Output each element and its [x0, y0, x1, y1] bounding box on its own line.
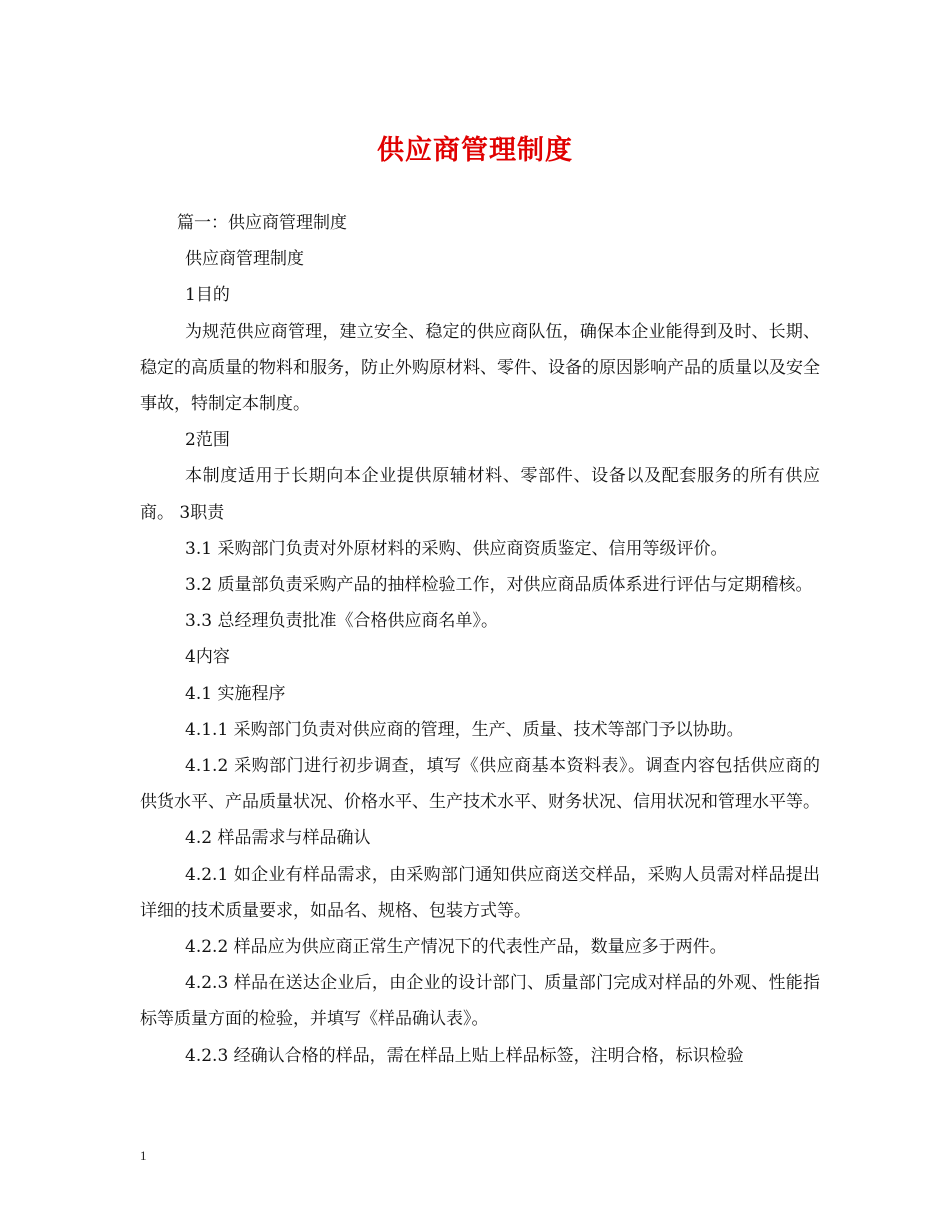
paragraph: 供应商管理制度 — [185, 249, 304, 270]
paragraph: 本制度适用于长期向本企业提供原辅材料、零部件、设备以及配套服务的所有供应商。 3职责 — [140, 466, 820, 523]
paragraph: 4.1.2 采购部门进行初步调查，填写《供应商基本资料表》。调查内容包括供应商的供货水平、产品质量状况、价格水平、生产技术水平、财务状况、信用状况和管理水平等。 — [140, 756, 820, 813]
paragraph: 4.2.1 如企业有样品需求，由采购部门通知供应商送交样品，采购人员需对样品提出详细的技术质量要求，如品名、规格、包装方式等。 — [140, 864, 820, 921]
paragraph: 4内容 — [185, 647, 230, 668]
paragraph: 3.3 总经理负责批准《合格供应商名单》。 — [185, 611, 498, 632]
paragraph: 4.2.2 样品应为供应商正常生产情况下的代表性产品，数量应多于两件。 — [185, 937, 727, 958]
paragraph: 4.1 实施程序 — [185, 683, 286, 704]
paragraph: 篇一：供应商管理制度 — [177, 213, 347, 233]
document-body — [140, 205, 820, 1074]
paragraph: 4.2 样品需求与样品确认 — [185, 828, 371, 849]
paragraph: 1目的 — [185, 285, 230, 306]
paragraph: 4.1.1 采购部门负责对供应商的管理，生产、质量、技术等部门予以协助。 — [185, 719, 744, 740]
document-title: 供应商管理制度 — [377, 135, 573, 166]
paragraph: 为规范供应商管理，建立安全、稳定的供应商队伍，确保本企业能得到及时、长期、稳定的高质量的物料和服务，防止外购原材料、零件、设备的原因影响产品的质量以及安全事故，特制定本制度。 — [140, 321, 820, 415]
paragraph: 4.2.3 样品在送达企业后，由企业的设计部门、质量部门完成对样品的外观、性能指标等质量方面的检验，并填写《样品确认表》。 — [140, 973, 820, 1030]
page-number: 1 — [140, 1148, 147, 1163]
paragraph: 3.2 质量部负责采购产品的抽样检验工作，对供应商品质体系进行评估与定期稽核。 — [185, 575, 813, 596]
paragraph: 4.2.3 经确认合格的样品，需在样品上贴上样品标签，注明合格，标识检验 — [185, 1045, 744, 1066]
paragraph: 3.1 采购部门负责对外原材料的采购、供应商资质鉴定、信用等级评价。 — [185, 538, 728, 559]
paragraph: 2范围 — [185, 430, 230, 451]
